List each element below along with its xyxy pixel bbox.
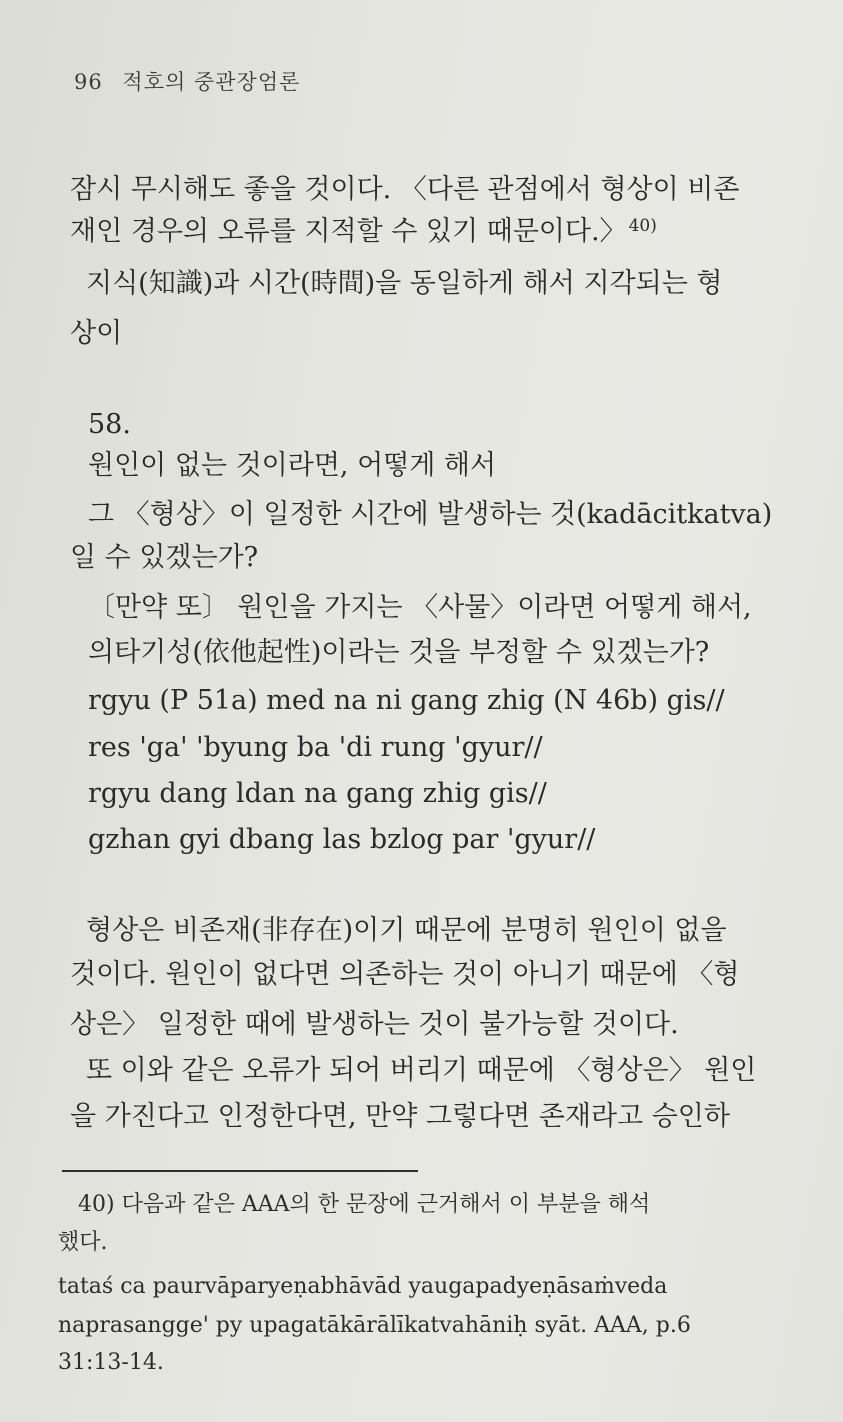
paragraph-line: 잠시 무시해도 좋을 것이다. 〈다른 관점에서 형상이 비존 — [70, 174, 740, 205]
paragraph-line: 을 가진다고 인정한다면, 만약 그렇다면 존재라고 승인하 — [70, 1101, 730, 1132]
footnote-line: naprasangge' py upagatākārālīkatvahāniḥ syāt. AAA, p.6 — [58, 1313, 691, 1338]
verse-line: 그 〈형상〉이 일정한 시간에 발생하는 것(kadācitkatva) — [88, 499, 773, 530]
verse-line: 의타기성(依他起性)이라는 것을 부정할 수 있겠는가? — [88, 637, 710, 668]
verse-number: 58. — [88, 409, 131, 440]
paragraph-line: 상이 — [70, 318, 123, 349]
paragraph-line: 형상은 비존재(非存在)이기 때문에 분명히 원인이 없을 — [86, 915, 727, 946]
verse-line: 일 수 있겠는가? — [70, 542, 259, 573]
verse-line: 〔만약 또〕 원인을 가지는 〈사물〉이라면 어떻게 해서, — [88, 592, 752, 623]
footnote-separator — [62, 1170, 418, 1172]
tibetan-verse-line: rgyu (P 51a) med na ni gang zhig (N 46b) gis// — [88, 685, 725, 716]
verse-line: 원인이 없는 것이라면, 어떻게 해서 — [88, 450, 497, 481]
paragraph-line: 상은〉 일정한 때에 발생하는 것이 불가능할 것이다. — [70, 1009, 679, 1040]
footnote-ref-40: 40) — [628, 216, 657, 236]
footnote-line: 했다. — [58, 1230, 108, 1255]
footnote-line: 40) 다음과 같은 AAA의 한 문장에 근거해서 이 부분을 해석 — [78, 1192, 651, 1217]
paragraph-line: 것이다. 원인이 없다면 의존하는 것이 아니기 때문에 〈형 — [70, 959, 740, 990]
footnote-line: tataś ca paurvāparyeṇabhāvād yaugapadyeṇāsaṁveda — [58, 1274, 668, 1299]
footnote-line: 31:13-14. — [58, 1350, 164, 1375]
tibetan-verse-line: gzhan gyi dbang las bzlog par 'gyur// — [88, 824, 596, 855]
paragraph-line: 재인 경우의 오류를 지적할 수 있기 때문이다.〉 $^{40)}$ — [70, 216, 657, 247]
book-title: 적호의 중관장엄론 — [122, 70, 301, 94]
page-number: 96 — [74, 70, 103, 94]
tibetan-verse-line: rgyu dang ldan na gang zhig gis// — [88, 778, 547, 809]
tibetan-verse-line: res 'ga' 'byung ba 'di rung 'gyur// — [88, 732, 543, 763]
running-header — [74, 66, 300, 96]
paragraph-line: 지식(知識)과 시간(時間)을 동일하게 해서 지각되는 형 — [86, 268, 723, 299]
paragraph-line: 또 이와 같은 오류가 되어 버리기 때문에 〈형상은〉 원인 — [86, 1055, 757, 1086]
